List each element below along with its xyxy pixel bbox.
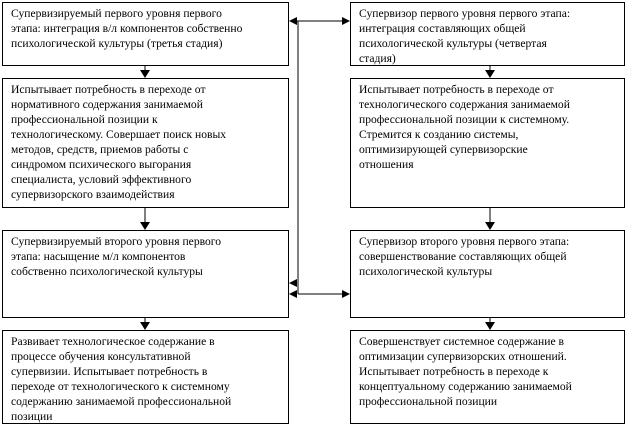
arrow-right-2-to-3: [485, 208, 495, 230]
right-box-1-text: Супервизор первого уровня первого этапа: интеграция составляющих общей психологической культуры (четвертая стадия): [359, 7, 571, 65]
arrow-right-1-to-2: [485, 66, 495, 78]
arrow-right-3-to-4: [485, 318, 495, 330]
gap-connector: [289, 21, 350, 298]
arrow-left-1-to-2: [140, 66, 150, 78]
left-box-1-text: Супервизируемый первого уровня первого этапа: интеграция в/л компонентов собственно психологической культуры (третья стадия): [11, 7, 243, 50]
right-box-4-text: Совершенствует системное содержание в оптимизации супервизорских отношений. Испытывает потребность в переходе к концептуальному содержанию занимаемой профессиональной позиции: [359, 335, 572, 408]
right-box-3-text: Супервизор второго уровня первого этапа: совершенствование составляющих общей психологической культуры: [359, 235, 570, 278]
left-box-4-text: Развивает технологическое содержание в процессе обучения консультативной супервизии. Испытывает потребность в переходе от технологического к системному содержанию занимаемой профессиональной позиции: [11, 335, 232, 423]
left-box-2-text: Испытывает потребность в переходе от нормативного содержания занимаемой профессиональной позиции к технологическому. Совершает поиск новых методов, средств, приемов работы с синдромом психического выгорания специалиста, условий эффективного супервизорского взаимодействия: [11, 83, 227, 201]
arrow-left-3-to-4: [140, 318, 150, 330]
right-box-2-text: Испытывает потребность в переходе от технологического содержания занимаемой профессиональной позиции к системному. Стремится к созданию системы, оптимизирующей супервизорские отношения: [359, 83, 570, 171]
arrow-left-2-to-3: [140, 208, 150, 230]
left-box-3-text: Супервизируемый второго уровня первого этапа: насыщение м/л компонентов собственно психологической культуры: [11, 235, 222, 278]
